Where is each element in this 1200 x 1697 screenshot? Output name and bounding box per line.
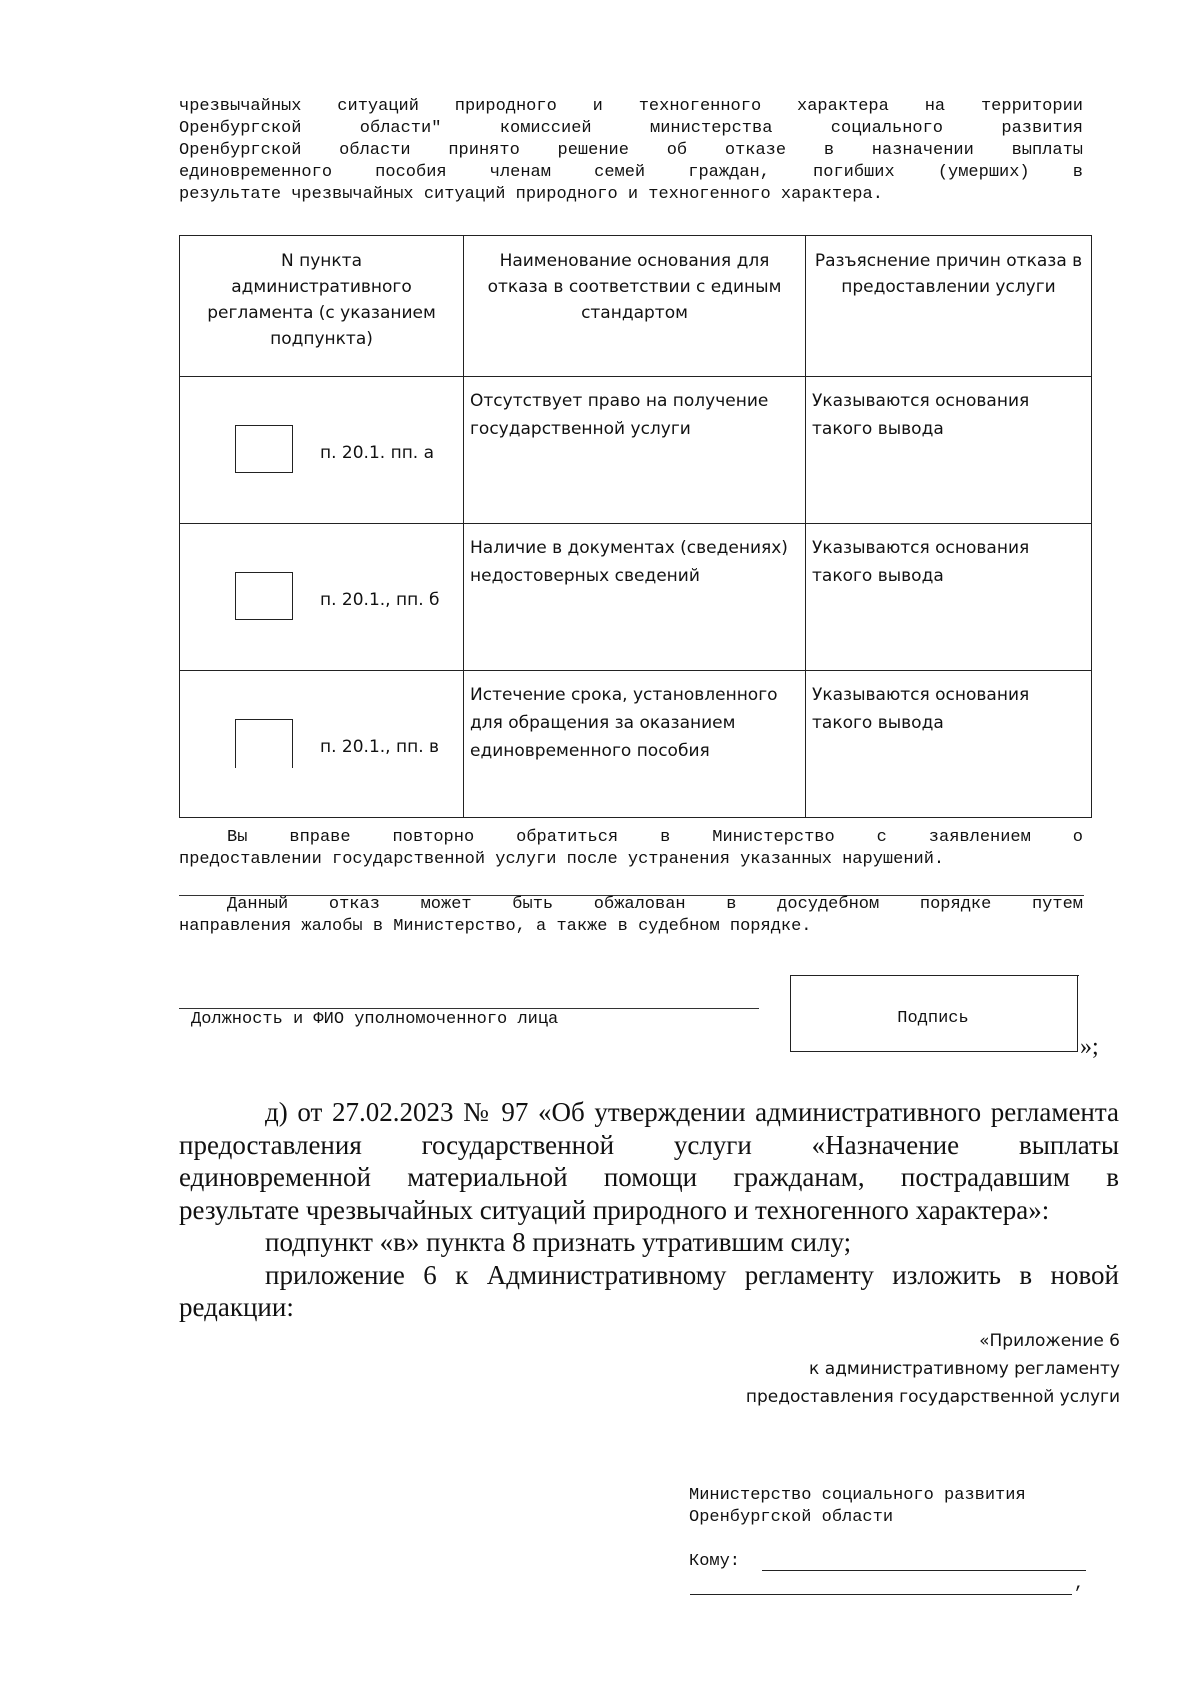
recipient-label: Кому: <box>689 1552 741 1571</box>
position-label: Должность и ФИО уполномоченного лица <box>191 1010 559 1029</box>
column-header-explanation: Разъяснение причин отказа в предоставлении услуги <box>806 236 1092 377</box>
closing-quote: »; <box>1080 1034 1099 1060</box>
appendix-header <box>600 1327 1120 1411</box>
point-cell <box>180 524 464 671</box>
appeal-line: направления жалобы в Министерство, а также в судебном порядке. <box>179 917 812 936</box>
intro-line: единовременного пособия членам семей граждан, погибших (умерших) в <box>179 163 1083 182</box>
refusal-reasons-table <box>179 235 1092 818</box>
column-header-reason: Наименование основания для отказа в соответствии с единым стандартом <box>464 236 806 377</box>
table-row <box>180 377 1092 524</box>
point-label: п. 20.1., пп. б <box>320 590 440 610</box>
signature-label: Подпись <box>897 1009 969 1028</box>
intro-line: чрезвычайных ситуаций природного и техногенного характера на территории <box>179 97 1083 116</box>
appendix-title: «Приложение 6 <box>979 1331 1120 1351</box>
trailing-comma: , <box>1074 1575 1085 1594</box>
amendment-paragraph <box>179 1096 1119 1324</box>
appeal-line: Данный отказ может быть обжалован в досудебном порядке путем <box>227 895 1083 914</box>
ministry-region: Оренбургской области <box>689 1508 894 1527</box>
checkbox[interactable] <box>235 425 293 473</box>
amendment-line: д) от 27.02.2023 № 97 «Об утверждении административного регламента <box>265 1097 1119 1127</box>
amendment-line: предоставления государственной услуги «Назначение выплаты <box>179 1129 1119 1160</box>
checkbox[interactable] <box>235 719 293 768</box>
point-label: п. 20.1. пп. а <box>320 443 435 463</box>
reapply-line: предоставлении государственной услуги после устранения указанных нарушений. <box>179 850 945 869</box>
intro-line: Оренбургской области принято решение об отказе в назначении выплаты <box>179 141 1083 160</box>
explanation-cell: Указываются основания такого вывода <box>806 377 1092 524</box>
ministry-block <box>689 1485 1109 1529</box>
point-cell <box>180 671 464 818</box>
intro-paragraph <box>179 96 1083 206</box>
amendment-line: единовременной материальной помощи гражданам, пострадавшим в <box>179 1162 1119 1192</box>
reason-cell: Наличие в документах (сведениях) недостоверных сведений <box>464 524 806 671</box>
table-row <box>180 671 1092 818</box>
reason-cell: Отсутствует право на получение государственной услуги <box>464 377 806 524</box>
checkbox[interactable] <box>235 572 293 620</box>
intro-line: результате чрезвычайных ситуаций природного и техногенного характера. <box>179 185 883 204</box>
recipient-input-line[interactable] <box>690 1594 1072 1595</box>
explanation-cell: Указываются основания такого вывода <box>806 671 1092 818</box>
appendix-subtitle: к административному регламенту <box>809 1359 1120 1379</box>
reason-cell: Истечение срока, установленного для обращения за оказанием единовременного пособия <box>464 671 806 818</box>
amendment-item: редакции: <box>179 1292 294 1322</box>
appeal-paragraph <box>179 894 1083 938</box>
amendment-item: подпункт «в» пункта 8 признать утратившим силу; <box>265 1227 852 1257</box>
table-header-row <box>180 236 1092 377</box>
amendment-line: результате чрезвычайных ситуаций природного и техногенного характера»: <box>179 1194 1050 1225</box>
ministry-name: Министерство социального развития <box>689 1486 1026 1505</box>
intro-line: Оренбургской области" комиссией министерства социального развития <box>179 119 1083 138</box>
point-label: п. 20.1., пп. в <box>320 737 440 757</box>
table-row <box>180 524 1092 671</box>
column-header-point: N пункта административного регламента (с указанием подпункта) <box>180 236 464 377</box>
point-cell <box>180 377 464 524</box>
appendix-subtitle: предоставления государственной услуги <box>745 1387 1120 1407</box>
explanation-cell: Указываются основания такого вывода <box>806 524 1092 671</box>
reapply-line: Вы вправе повторно обратиться в Министерство с заявлением о <box>227 828 1083 847</box>
recipient-input-line[interactable] <box>762 1570 1086 1571</box>
reapply-paragraph <box>179 827 1083 871</box>
amendment-item: приложение 6 к Административному регламенту изложить в новой <box>265 1259 1119 1290</box>
